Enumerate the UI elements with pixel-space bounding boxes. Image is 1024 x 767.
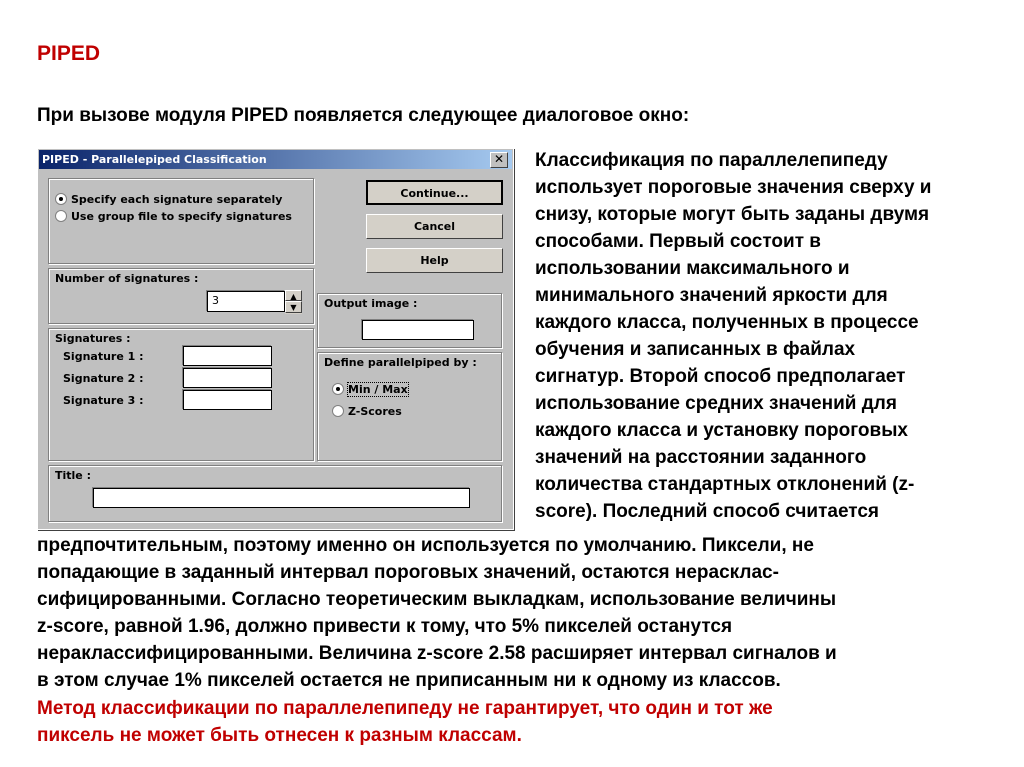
cancel-button[interactable]: Cancel [366,214,503,239]
text-line: в этом случае 1% пикселей остается не приписанным ни к одному из классов. [37,670,781,691]
radio-checked-icon [55,193,67,205]
text-line: снизу, которые могут быть заданы двумя [535,204,930,225]
num-signatures-input[interactable]: 3 [207,291,285,312]
signatures-label: Signatures : [55,332,131,345]
piped-dialog [37,148,514,530]
output-image-group [317,293,502,348]
text-line: способами. Первый состоит в [535,231,821,252]
dialog-title: PIPED - Parallelepiped Classification [42,153,267,166]
text-line: score). Последний способ считается [535,501,879,522]
signature-3-label: Signature 3 : [63,394,144,407]
slide-heading: PIPED [37,42,101,65]
text-line: использование средних значений для [535,393,897,414]
radio-label: Z-Scores [348,405,402,418]
text-line: каждого класса, полученных в процессе [535,312,919,333]
text-line: использует пороговые значения сверху и [535,177,932,198]
signature-1-input[interactable] [183,346,272,366]
warning-line: Метод классификации по параллелепипеду не гарантирует, что один и тот же [37,698,773,719]
intro-text: При вызове модуля PIPED появляется следующее диалоговое окно: [37,105,690,126]
title-group [48,465,502,522]
signature-2-input[interactable] [183,368,272,388]
text-line: минимального значений яркости для [535,285,888,306]
signatures-group [48,328,314,461]
num-signatures-label: Number of signatures : [55,272,199,285]
text-line: обучения и записанных в файлах [535,339,856,360]
dialog-titlebar [39,150,512,169]
signature-1-label: Signature 1 : [63,350,144,363]
text-line: сифицированными. Согласно теоретическим выкладкам, использование величины [37,589,837,610]
text-line: использовании максимального и [535,258,850,279]
define-label: Define parallelpiped by : [324,356,477,369]
num-signatures-spinner[interactable] [285,290,302,314]
signature-3-input[interactable] [183,390,272,410]
radio-z-scores[interactable] [332,405,402,418]
close-button[interactable]: ✕ [490,152,508,168]
text-line: количества стандартных отклонений (z- [535,474,915,495]
text-line: значений на расстоянии заданного [535,447,867,468]
radio-specify-separately[interactable] [55,193,282,206]
title-input[interactable] [93,488,470,508]
number-of-signatures-group [48,268,314,324]
text-line: каждого класса и установку пороговых [535,420,908,441]
text-line: нераклассифицированными. Величина z-score 2.58 расширяет интервал сигналов и [37,643,837,664]
text-line: Классификация по параллелепипеду [535,150,888,171]
warning-line: пиксель не может быть отнесен к разным классам. [37,725,522,746]
output-image-label: Output image : [324,297,418,310]
text-line: попадающие в заданный интервал пороговых значений, остаются нерасклас- [37,562,779,583]
output-image-input[interactable] [362,320,474,340]
radio-label: Use group file to specify signatures [71,210,292,223]
radio-unchecked-icon [55,210,67,222]
radio-use-group-file[interactable] [55,210,292,223]
define-parallelpiped-group [317,352,502,461]
radio-unchecked-icon [332,405,344,417]
spin-down-icon[interactable]: ▼ [285,301,302,313]
text-line: z-score, равной 1.96, должно привести к тому, что 5% пикселей останутся [37,616,733,637]
radio-label: Min / Max [348,383,408,396]
radio-label: Specify each signature separately [71,193,283,206]
signature-mode-group [48,178,314,264]
title-label: Title : [55,469,91,482]
continue-button[interactable]: Continue... [366,180,503,205]
radio-min-max[interactable] [332,383,408,396]
text-line: предпочтительным, поэтому именно он используется по умолчанию. Пиксели, не [37,535,814,556]
radio-checked-icon [332,383,344,395]
spin-up-icon[interactable]: ▲ [285,290,302,301]
signature-2-label: Signature 2 : [63,372,144,385]
help-button[interactable]: Help [366,248,503,273]
text-line: сигнатур. Второй способ предполагает [535,366,906,387]
